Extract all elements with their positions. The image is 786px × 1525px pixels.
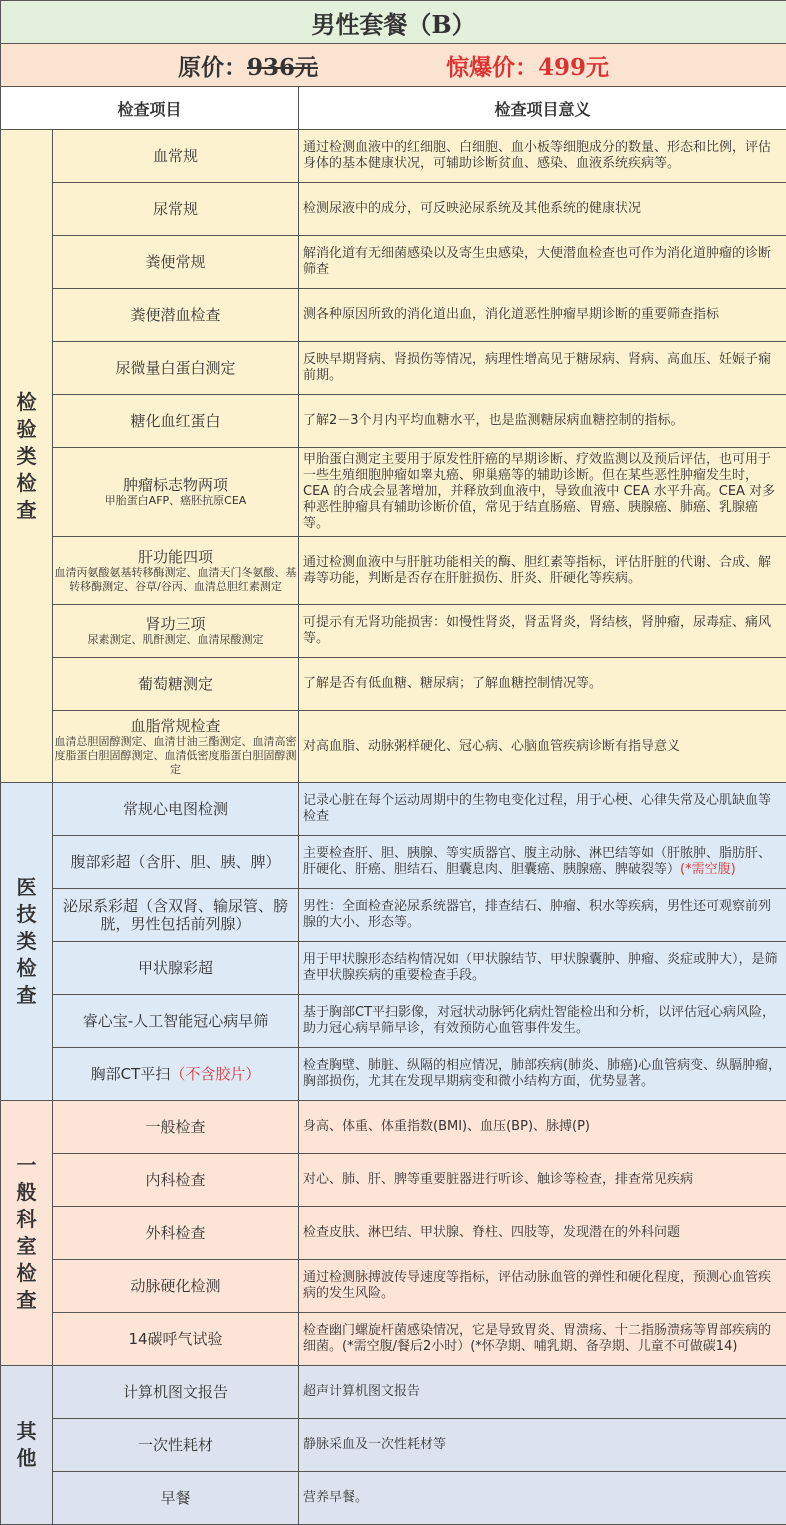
description-cell [299, 1472, 786, 1525]
table-row [1, 1313, 786, 1366]
table-row [1, 342, 786, 395]
table-row [1, 1101, 786, 1154]
item-name: 粪便潜血检查 [130, 306, 220, 324]
item-name: 肾功三项 [145, 615, 205, 633]
table-row [1, 236, 786, 289]
category-cell [1, 783, 53, 1101]
description-note: (*需空腹) [680, 862, 736, 877]
description-cell [299, 1154, 786, 1207]
table-row [1, 1472, 786, 1525]
category-cell [1, 1101, 53, 1366]
original-price-label: 原价： [178, 54, 247, 81]
table-row [1, 605, 786, 658]
table-row [1, 1419, 786, 1472]
sale-price-value: 499元 [538, 54, 609, 81]
sale-price [446, 54, 609, 81]
item-name: 尿微量白蛋白测定 [115, 359, 235, 377]
description-text: 甲胎蛋白测定主要用于原发性肝癌的早期诊断、疗效监测以及预后评估，也可用于一些生殖细胞肿瘤如睾丸癌、卵巢癌等的辅助诊断。但在某些恶性肿瘤发生时，CEA 的合成会显著增加，并释放到血液中，导致血液中 CEA 水平升高。CEA 对多种恶性肿瘤具有辅助诊断价值，常见于结直肠癌、胃癌、胰腺癌、肺癌、乳腺癌等。 [303, 452, 775, 531]
description-text: 用于甲状腺形态结构情况如（甲状腺结节、甲状腺囊肿、肿瘤、炎症或肿大），是筛查甲状腺疾病的重要检查手段。 [303, 952, 778, 983]
description-text: 反映早期肾病、肾损伤等情况，病理性增高见于糖尿病、肾病、高血压、妊娠子痫前期。 [303, 352, 771, 383]
item-cell [53, 605, 299, 658]
description-text: 检测尿液中的成分，可反映泌尿系统及其他系统的健康状况 [303, 201, 641, 216]
item-cell [53, 836, 299, 889]
original-price [178, 54, 318, 81]
item-name: 肝功能四项 [138, 548, 213, 566]
item-cell [53, 395, 299, 448]
table-row [1, 836, 786, 889]
description-text: 身高、体重、体重指数(BMI)、血压(BP)、脉搏(P) [303, 1119, 590, 1134]
description-cell [299, 342, 786, 395]
table-row [1, 942, 786, 995]
item-cell [53, 1101, 299, 1154]
description-cell [299, 1101, 786, 1154]
item-name: 外科检查 [145, 1224, 205, 1242]
description-text: 超声计算机图文报告 [303, 1384, 420, 1399]
item-name: 动脉硬化检测 [130, 1277, 220, 1295]
description-cell [299, 289, 786, 342]
table-row [1, 889, 786, 942]
item-cell [53, 236, 299, 289]
header-meaning: 检查项目意义 [299, 87, 786, 130]
description-text: 对心、肺、肝、脾等重要脏器进行听诊、触诊等检查，排查常见疾病 [303, 1172, 693, 1187]
category-label: 一般科室检查 [16, 1152, 38, 1314]
item-name: 内科检查 [145, 1171, 205, 1189]
table-row [1, 289, 786, 342]
description-cell [299, 836, 786, 889]
item-cell [53, 1419, 299, 1472]
description-cell [299, 395, 786, 448]
description-cell [299, 1419, 786, 1472]
description-text: 了解2－3个月内平均血糖水平，也是监测糖尿病血糖控制的指标。 [303, 413, 684, 428]
description-text: 记录心脏在每个运动周期中的生物电变化过程，用于心梗、心律失常及心肌缺血等检查 [303, 793, 771, 824]
category-label: 医技类检查 [16, 874, 38, 1009]
original-price-value: 936元 [247, 54, 318, 81]
table-row [1, 1048, 786, 1101]
category-label: 其他 [16, 1418, 38, 1472]
item-name: 腹部彩超（含肝、胆、胰、脾） [70, 853, 280, 871]
description-text: 检查皮肤、淋巴结、甲状腺、脊柱、四肢等，发现潜在的外科问题 [303, 1225, 680, 1240]
item-name: 血常规 [153, 147, 198, 165]
description-cell [299, 236, 786, 289]
item-name: 葡萄糖测定 [138, 675, 213, 693]
item-cell [53, 1260, 299, 1313]
item-subtitle: 尿素测定、肌酐测定、血清尿酸测定 [53, 633, 298, 647]
item-subtitle: 甲胎蛋白AFP、癌胚抗原CEA [53, 494, 298, 508]
description-cell [299, 942, 786, 995]
item-cell [53, 711, 299, 783]
description-text: 主要检查肝、胆、胰腺、等实质器官、腹主动脉、淋巴结等如（肝脓肿、脂肪肝、肝硬化、肝癌、胆结石、胆囊息肉、胆囊癌、胰腺癌、脾破裂等） [303, 846, 771, 877]
item-cell [53, 183, 299, 236]
description-cell [299, 1207, 786, 1260]
category-cell [1, 130, 53, 783]
item-name: 14碳呼气试验 [128, 1330, 222, 1348]
table-row [1, 1260, 786, 1313]
item-cell [53, 1313, 299, 1366]
item-cell [53, 995, 299, 1048]
description-cell [299, 711, 786, 783]
item-subtitle: 血清总胆固醇测定、血清甘油三酯测定、血清高密度脂蛋白胆固醇测定、血清低密度脂蛋白胆固醇测定 [53, 735, 298, 777]
description-cell [299, 537, 786, 605]
item-name: 早餐 [160, 1489, 190, 1507]
description-cell [299, 448, 786, 537]
description-text: 对高血脂、动脉粥样硬化、冠心病、心脑血管疾病诊断有指导意义 [303, 739, 680, 754]
description-text: 通过检测血液中与肝脏功能相关的酶、胆红素等指标，评估肝脏的代谢、合成、解毒等功能，判断是否存在肝脏损伤、肝炎、肝硬化等疾病。 [303, 555, 771, 586]
description-text: 男性：全面检查泌尿系统器官，排查结石、肿瘤、积水等疾病，男性还可观察前列腺的大小、形态等。 [303, 899, 771, 930]
item-cell [53, 1154, 299, 1207]
table-row [1, 183, 786, 236]
description-cell [299, 658, 786, 711]
description-text: 基于胸部CT平扫影像，对冠状动脉钙化病灶智能检出和分析，以评估冠心病风险，助力冠心病早筛早诊，有效预防心血管事件发生。 [303, 1005, 775, 1036]
price-row [1, 44, 786, 87]
item-cell [53, 130, 299, 183]
item-name: 一次性耗材 [138, 1436, 213, 1454]
description-cell [299, 1048, 786, 1101]
description-text: 解消化道有无细菌感染以及寄生虫感染，大便潜血检查也可作为消化道肿瘤的诊断筛查 [303, 246, 771, 277]
table-row [1, 711, 786, 783]
item-cell [53, 537, 299, 605]
item-cell [53, 942, 299, 995]
item-name: 胸部CT平扫 [91, 1065, 171, 1083]
item-cell [53, 783, 299, 836]
header-item: 检查项目 [1, 87, 299, 130]
item-subtitle: 血清丙氨酸氨基转移酶测定、血清天门冬氨酸、基转移酶测定、谷草/谷丙、血清总胆红素测定 [53, 566, 298, 594]
item-cell [53, 1048, 299, 1101]
table-row [1, 537, 786, 605]
description-cell [299, 1366, 786, 1419]
description-cell [299, 889, 786, 942]
description-text: 通过检测血液中的红细胞、白细胞、血小板等细胞成分的数量、形态和比例，评估身体的基本健康状况，可辅助诊断贫血、感染、血液系统疾病等。 [303, 140, 771, 171]
item-note: （不含胶片） [170, 1065, 260, 1083]
description-cell [299, 183, 786, 236]
item-name: 常规心电图检测 [123, 800, 228, 818]
description-cell [299, 783, 786, 836]
item-name: 泌尿系彩超（含双肾、输尿管、膀胱，男性包括前列腺） [63, 897, 288, 933]
description-cell [299, 605, 786, 658]
description-text: 测各种原因所致的消化道出血，消化道恶性肿瘤早期诊断的重要筛查指标 [303, 307, 719, 322]
table-row [1, 1154, 786, 1207]
item-cell [53, 1207, 299, 1260]
description-text: 检查胸壁、肺脏、纵隔的相应情况，肺部疾病(肺炎、肺癌)心血管病变、纵膈肿瘤，胸部损伤，尤其在发现早期病变和微小结构方面，优势显著。 [303, 1058, 781, 1089]
table-row [1, 395, 786, 448]
description-cell [299, 130, 786, 183]
description-cell [299, 1313, 786, 1366]
item-name: 肿瘤标志物两项 [123, 476, 228, 494]
table-row [1, 130, 786, 183]
item-cell [53, 342, 299, 395]
item-name: 血脂常规检查 [130, 717, 220, 735]
item-cell [53, 889, 299, 942]
sale-price-label: 惊爆价： [446, 54, 538, 81]
description-text: 通过检测脉搏波传导速度等指标，评估动脉血管的弹性和硬化程度，预测心血管疾病的发生风险。 [303, 1270, 771, 1301]
item-name: 尿常规 [153, 200, 198, 218]
item-cell [53, 1366, 299, 1419]
category-cell [1, 1366, 53, 1525]
package-title: 男性套餐（B） [1, 1, 786, 44]
table-row [1, 783, 786, 836]
description-text: 营养早餐。 [303, 1490, 368, 1505]
table-row [1, 1366, 786, 1419]
description-text: 检查幽门螺旋杆菌感染情况，它是导致胃炎、胃溃疡、十二指肠溃疡等胃部疾病的细菌。(*需空腹/餐后2小时）(*怀孕期、哺乳期、备孕期、儿童不可做碳14) [303, 1323, 771, 1354]
description-text: 了解是否有低血糖、糖尿病；了解血糖控制情况等。 [303, 676, 602, 691]
item-name: 睿心宝-人工智能冠心病早筛 [83, 1012, 268, 1030]
table-row [1, 448, 786, 537]
item-name: 甲状腺彩超 [138, 959, 213, 977]
description-text: 静脉采血及一次性耗材等 [303, 1437, 446, 1452]
item-cell [53, 658, 299, 711]
item-name: 一般检查 [145, 1118, 205, 1136]
description-cell [299, 1260, 786, 1313]
item-name: 计算机图文报告 [123, 1383, 228, 1401]
table-row [1, 1207, 786, 1260]
category-label: 检验类检查 [16, 389, 38, 524]
item-name: 粪便常规 [145, 253, 205, 271]
item-name: 糖化血红蛋白 [130, 412, 220, 430]
description-cell [299, 995, 786, 1048]
item-cell [53, 289, 299, 342]
table-row [1, 658, 786, 711]
table-row [1, 995, 786, 1048]
description-text: 可提示有无肾功能损害：如慢性肾炎，肾盂肾炎，肾结核，肾肿瘤，尿毒症、痛风等。 [303, 615, 771, 646]
item-cell [53, 1472, 299, 1525]
item-cell [53, 448, 299, 537]
